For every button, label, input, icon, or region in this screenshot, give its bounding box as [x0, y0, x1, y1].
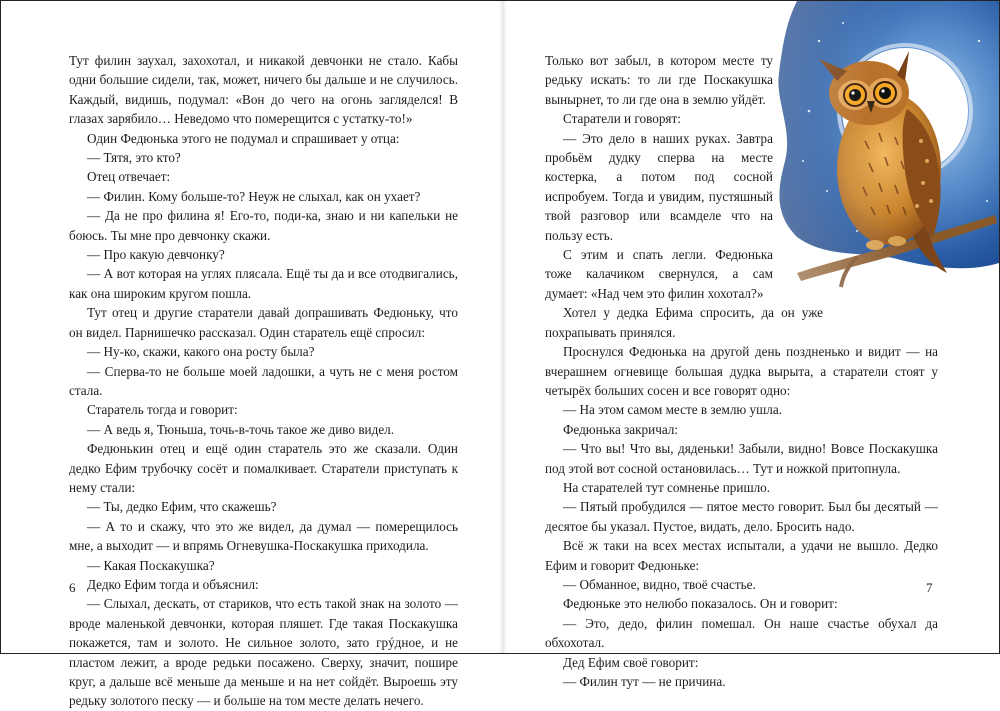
paragraph: Хотел у дедка Ефима спросить, да он уже похрапывать принялся.	[545, 305, 823, 340]
paragraph: Федюньке это нелюбо показалось. Он и говорит:	[563, 596, 838, 612]
paragraph: — Тятя, это кто?	[87, 150, 181, 166]
paragraph: — Сперва-то не больше моей ладошки, а чуть не с меня ростом стала.	[69, 363, 458, 398]
right-page	[507, 1, 999, 689]
paragraph: — Это дело в наших руках. Завтра пробьём дудку сперва на месте костерка, а потом под сосной испробуем. Тогда и увидим, пустяшный твой разговор или всамделе что на пользу есть.	[545, 130, 773, 243]
paragraph: Всё ж таки на всех местах испытали, а удачи не вышло. Дедко Ефим и говорит Федюньке:	[545, 538, 938, 573]
paragraph: — Слыхал, дескать, от стариков, что есть такой знак на золото — вроде маленькой девчонки, которая пляшет. Где такая Поскакушка покажется, там и золото. Не сильное золото, зато грýдное, и не пластом лежит, а вроде редьки посажено. Сверху, значит, пошире круг, а дальше всё меньше да меньше и на нет сойдёт. Выроешь эту редьку золотого песку — и больше на том месте делать нечего.	[69, 596, 458, 709]
paragraph: — Про какую девчонку?	[87, 247, 225, 263]
right-page-text	[545, 51, 938, 691]
book-gutter	[499, 1, 507, 653]
paragraph: — А ведь я, Тюньша, точь-в-точь такое же диво видел.	[87, 421, 395, 437]
paragraph: — На этом самом месте в землю ушла.	[563, 402, 783, 418]
paragraph: — Ну-ко, скажи, какого она росту была?	[87, 344, 315, 360]
paragraph: Проснулся Федюнька на другой день поздненько и видит — на вчерашнем огневище большая дудка вырыта, а старатели стоят у четырёх больших сосен и все говорят одно:	[545, 344, 938, 398]
paragraph: На старателей тут сомненье пришло.	[563, 479, 771, 495]
paragraph: Тут филин заухал, захохотал, и никакой девчонки не стало. Кабы одни большие сидели, так, может, ничего бы дальше и не случилось. Каждый, видишь, подумал: «Вон до чего на огонь загляделся! В глазах зарябило… Неведомо что померещится с устатку-то!»	[69, 53, 458, 127]
left-page	[1, 1, 499, 709]
paragraph: — Филин. Кому больше-то? Неуж не слыхал, как он ухает?	[87, 188, 421, 204]
page-number: 7	[926, 580, 933, 595]
paragraph: — Ты, дедко Ефим, что скажешь?	[87, 499, 277, 515]
paragraph: Один Федюнька этого не подумал и спрашивает у отца:	[87, 130, 400, 146]
paragraph: — Пятый пробудился — пятое место говорит. Был бы десятый — десятое бы указал. Пустое, видать, дело. Бросить надо.	[545, 499, 938, 534]
paragraph: Старатели и говорят:	[563, 111, 681, 127]
paragraph: — А то и скажу, что это же видел, да думал — померещилось мне, а выходит — и впрямь Огневушка-Поскакушка приходила.	[69, 518, 458, 554]
paragraph: Старатель тогда и говорит:	[87, 402, 238, 418]
paragraph: Дед Ефим своё говорит:	[563, 654, 699, 670]
paragraph: — Филин тут — не причина.	[563, 674, 726, 689]
paragraph: — Что вы! Что вы, дяденьки! Забыли, видно! Вовсе Поскакушка под этой вот сосной остановилась… Тут и ножкой притопнула.	[545, 441, 938, 476]
paragraph: Тут отец и другие старатели давай допрашивать Федюньку, что он видел. Парнишечко рассказал. Один старатель ещё спросил:	[69, 305, 458, 340]
page-number: 6	[69, 580, 76, 595]
paragraph: Федюнька закричал:	[563, 421, 679, 437]
paragraph: Федюнькин отец и ещё один старатель это же сказали. Один дедко Ефим трубочку сосёт и помалкивает. Старатели приступать к нему стали:	[69, 441, 458, 495]
paragraph: Отец отвечает:	[87, 169, 171, 185]
paragraph: Только вот забыл, в котором месте ту редьку искать: то ли где Поскакушка вынырнет, то ли где она в землю уйдёт.	[545, 53, 773, 107]
paragraph: Дедко Ефим тогда и объяснил:	[87, 576, 259, 592]
paragraph: — Обманное, видно, твоё счастье.	[563, 576, 756, 592]
left-page-text	[69, 51, 458, 711]
paragraph: — Да не про филина я! Его-то, поди-ка, знаю и ни капельки не боюсь. Ты мне про девчонку скажи.	[69, 208, 458, 243]
paragraph: С этим и спать легли. Федюнька тоже калачиком свернулся, а сам думает: «Над чем это филин хохотал?»	[545, 247, 773, 301]
paragraph: — Какая Поскакушка?	[87, 557, 215, 573]
paragraph: — Это, дедо, филин помешал. Он наше счастье обухал да обхохотал.	[545, 615, 938, 651]
paragraph: — А вот которая на углях плясала. Ещё ты да и все отодвигались, как она широким кругом пошла.	[69, 266, 458, 301]
